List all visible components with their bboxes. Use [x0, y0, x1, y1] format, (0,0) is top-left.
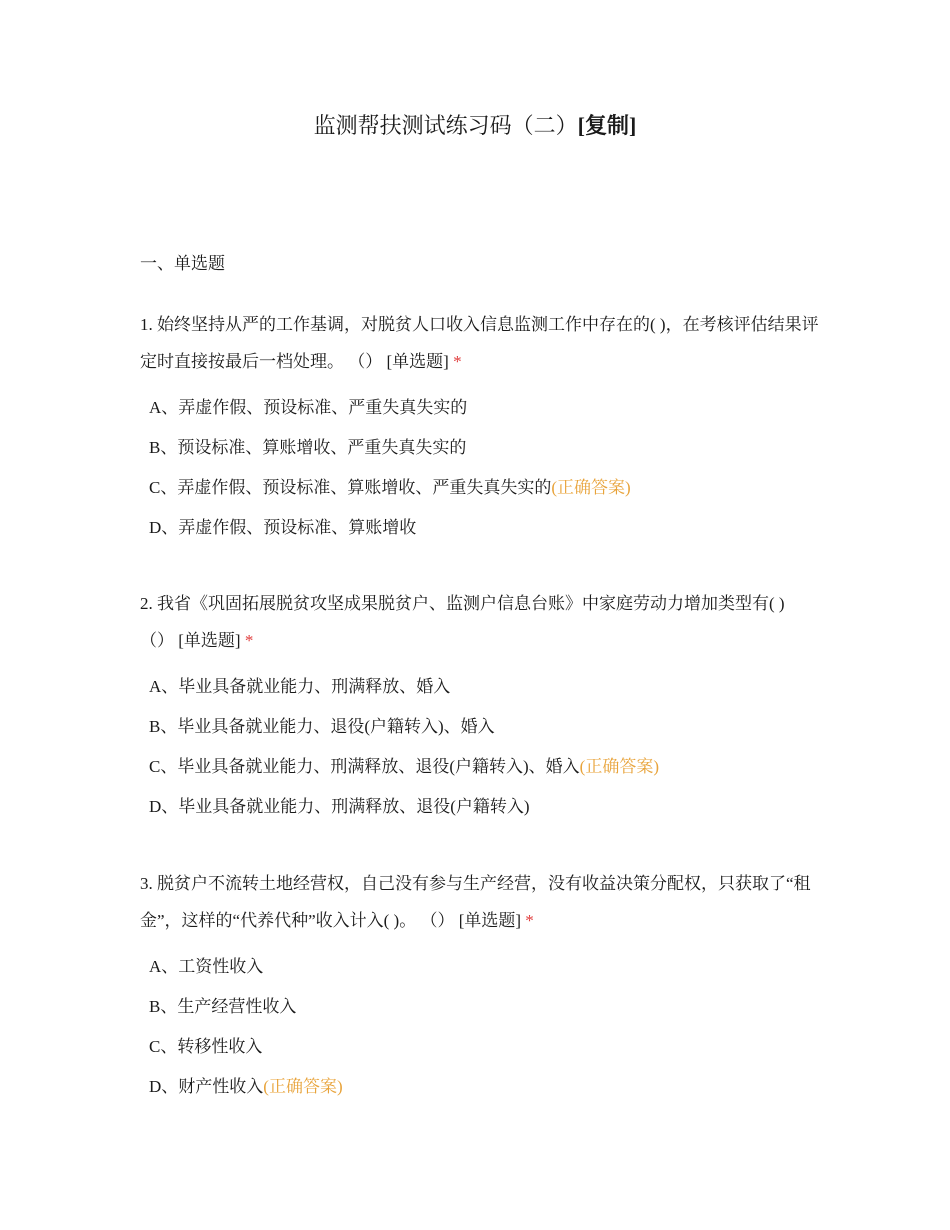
option-label: C、毕业具备就业能力、刑满释放、退役(户籍转入)、婚入 — [149, 757, 580, 776]
option-label: D、毕业具备就业能力、刑满释放、退役(户籍转入) — [149, 797, 530, 816]
option-label: A、弄虚作假、预设标准、严重失真失实的 — [149, 398, 468, 417]
question-stem: 1. 始终坚持从严的工作基调，对脱贫人口收入信息监测工作中存在的( )，在考核评估结果评定时直接按最后一档处理。 （） [单选题] — [140, 315, 819, 371]
required-mark: * — [525, 911, 534, 930]
option-label: A、毕业具备就业能力、刑满释放、婚入 — [149, 677, 451, 696]
option-label: C、转移性收入 — [149, 1037, 263, 1056]
question-text — [140, 585, 820, 659]
option-list — [140, 388, 820, 548]
question-text — [140, 306, 820, 380]
option-label: B、毕业具备就业能力、退役(户籍转入)、婚入 — [149, 717, 495, 736]
option-label: B、预设标准、算账增收、严重失真失实的 — [149, 438, 467, 457]
correct-answer-tag: (正确答案) — [551, 478, 631, 497]
correct-answer-tag: (正确答案) — [579, 757, 659, 776]
required-mark: * — [244, 631, 254, 650]
copy-tag: [复制] — [577, 113, 637, 138]
option-d[interactable] — [140, 1067, 820, 1107]
section-heading: 一、单选题 — [140, 254, 225, 273]
correct-answer-tag: (正确答案) — [263, 1077, 343, 1096]
question-stem: 2. 我省《巩固拓展脱贫攻坚成果脱贫户、监测户信息台账》中家庭劳动力增加类型有( ) （） [单选题] — [140, 594, 785, 650]
question-1 — [140, 306, 820, 548]
option-a[interactable] — [140, 388, 820, 428]
option-b[interactable] — [140, 707, 820, 747]
title-main: 监测帮扶测试练习码（二） — [313, 113, 578, 138]
option-a[interactable] — [140, 947, 820, 987]
option-label: D、弄虚作假、预设标准、算账增收 — [149, 518, 417, 537]
question-stem: 3. 脱贫户不流转土地经营权，自己没有参与生产经营，没有收益决策分配权，只获取了“租金”，这样的“代养代种”收入计入( )。 （） [单选题] — [140, 874, 811, 930]
option-label: A、工资性收入 — [149, 957, 264, 976]
option-b[interactable] — [140, 987, 820, 1027]
question-text — [140, 865, 820, 939]
option-label: C、弄虚作假、预设标准、算账增收、严重失真失实的 — [149, 478, 552, 497]
question-3 — [140, 865, 820, 1107]
option-label: D、财产性收入 — [149, 1077, 264, 1096]
option-c[interactable] — [140, 1027, 820, 1067]
option-c[interactable] — [140, 468, 820, 508]
question-2 — [140, 585, 820, 827]
required-mark: * — [453, 352, 462, 371]
option-d[interactable] — [140, 787, 820, 827]
option-c[interactable] — [140, 747, 820, 787]
option-label: B、生产经营性收入 — [149, 997, 297, 1016]
option-a[interactable] — [140, 667, 820, 707]
option-list — [140, 667, 820, 827]
option-d[interactable] — [140, 508, 820, 548]
page-title — [0, 108, 950, 144]
option-b[interactable] — [140, 428, 820, 468]
option-list — [140, 947, 820, 1107]
